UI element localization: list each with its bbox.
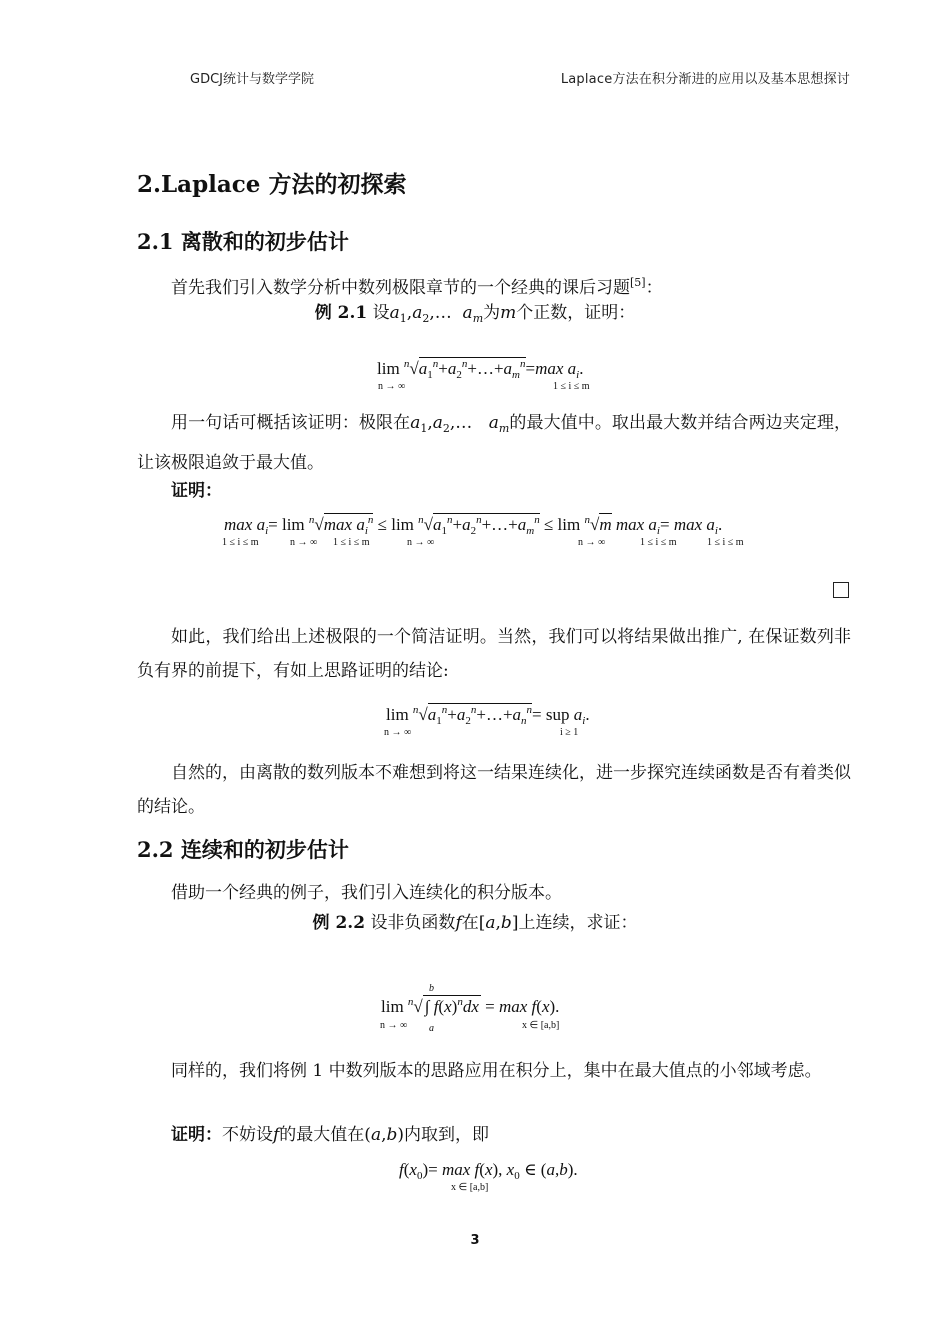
max-subscript: 1 ≤ i ≤ m (553, 381, 590, 392)
lim-subscript: n → ∞ (578, 537, 606, 548)
section-title: 2.Laplace 方法的初探索 (137, 171, 407, 198)
lim-subscript: n → ∞ (290, 537, 318, 548)
sup-subscript: i ≥ 1 (560, 727, 579, 738)
formula-limit-sup: $\lim ^n√a_1^n+a_2^n+\dots+a_n^n=$ sup $a_i$. (386, 704, 590, 727)
generalization-paragraph: 如此，我们给出上述极限的一个简洁证明。当然，我们可以将结果做出推广, 在保证数列非负有界的前提下，有如上思路证明的结论: (137, 627, 851, 681)
page-number: 3 (470, 1233, 480, 1248)
summary-paragraph: 用一句话可概括该证明：极限在$a_1,a_2,\dots$ $a_m$的最大值中。取出最大数并结合两边夹定理，让该极限追敛于最大值。 (137, 413, 852, 473)
integral-lower-limit: a (429, 1023, 434, 1034)
max-subscript: 1 ≤ i ≤ m (707, 537, 744, 548)
header-right: Laplace方法在积分渐进的应用以及基本思想探讨 (560, 72, 850, 87)
subsection-title-2-2: 2.2 连续和的初步估计 (137, 837, 349, 862)
qed-box (833, 582, 849, 598)
lim-subscript: n → ∞ (380, 1020, 408, 1031)
max-subscript: 1 ≤ i ≤ m (333, 537, 370, 548)
method-paragraph: 同样的，我们将例 1 中数列版本的思路应用在积分上，集中在最大值点的小邻域考虑。 (171, 1061, 822, 1081)
lim-subscript: n → ∞ (407, 537, 435, 548)
formula-proof-chain: $\max a_i= \lim ^n√\max$ $a_i^n \le \lim$ $^n√a_1^n+a_2^n+\dots+a_m^n \le \lim ^n√m$ $\max a_i= \max a_i$. (224, 514, 723, 537)
max-subscript: x ∈ [a,b] (451, 1182, 489, 1193)
max-subscript: x ∈ [a,b] (522, 1020, 560, 1031)
proof-2-2: 证明：不妨设f的最大值在(a,b)内取到，即 (171, 1125, 490, 1145)
formula-max-point: $f(x_0)= \max f(x)$, $x_0$ ∈ (a,b). (399, 1160, 578, 1182)
example-2-1: 例 2.1 设$a_1,a_2,\dots$ $a_m$为m个正数，证明： (314, 303, 636, 325)
subsection-title-2-1: 2.1 离散和的初步估计 (137, 229, 349, 254)
integral-upper-limit: b (429, 983, 434, 994)
max-subscript: 1 ≤ i ≤ m (222, 537, 259, 548)
intro-paragraph-2: 借助一个经典的例子，我们引入连续化的积分版本。 (171, 883, 562, 903)
formula-integral-limit: lim $^n$√ ∫ $f(x)^ndx = \max f(x)$. (381, 996, 560, 1016)
lim-subscript: n → ∞ (378, 381, 406, 392)
continuity-paragraph: 自然的，由离散的数列版本不难想到将这一结果连续化，进一步探究连续函数是否有着类似的结论。 (137, 763, 851, 817)
citation: [5] (630, 276, 646, 289)
lim-subscript: n → ∞ (384, 727, 412, 738)
example-2-2: 例 2.2 设非负函数f在[a,b]上连续，求证： (312, 913, 638, 933)
header-left: GDCJ统计与数学学院 (190, 72, 314, 87)
formula-limit-max: $\lim ^n√a_1^n+a_2^n+\dots+a_m^n=\max$ $a_i$. (377, 358, 584, 381)
max-subscript: 1 ≤ i ≤ m (640, 537, 677, 548)
proof-label: 证明： (171, 481, 222, 501)
intro-paragraph: 首先我们引入数学分析中数列极限章节的一个经典的课后习题[5]： (171, 276, 663, 298)
